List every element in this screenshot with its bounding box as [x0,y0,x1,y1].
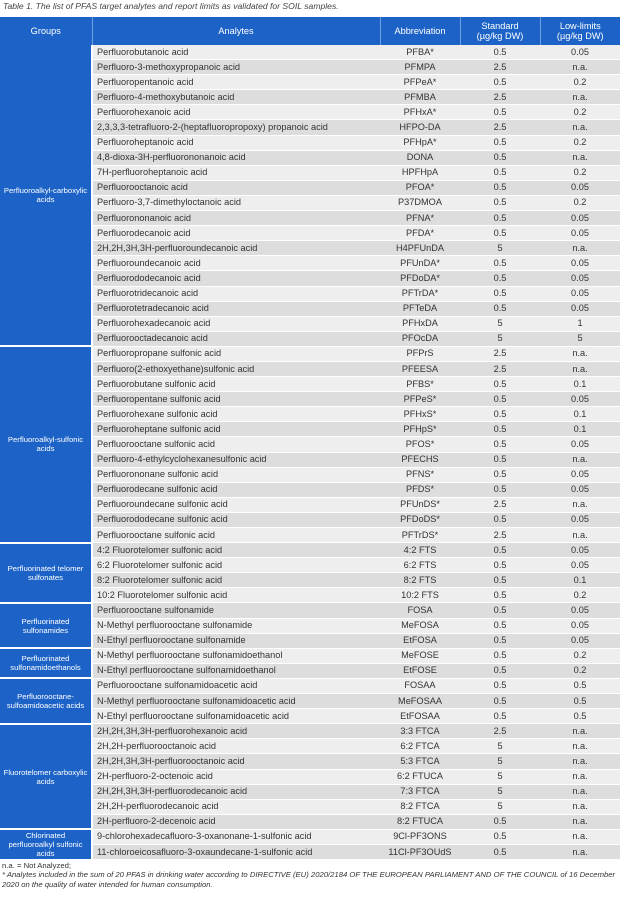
analyte-cell: Perfluorododecanoic acid [92,271,380,286]
standard-limit-cell: 0.5 [460,543,540,558]
table-row [0,814,620,829]
analyte-cell: Perfluorohexadecanoic acid [92,316,380,331]
table-row [0,211,620,226]
table-row [0,829,620,844]
analyte-cell: 4:2 Fluorotelomer sulfonic acid [92,543,380,558]
table-row [0,452,620,467]
analyte-cell: Perfluorobutane sulfonic acid [92,377,380,392]
table-row [0,180,620,195]
low-limit-cell: 0.05 [540,286,620,301]
low-limit-cell: 0.2 [540,648,620,663]
standard-limit-cell: 0.5 [460,452,540,467]
analyte-cell: N-Ethyl perfluorooctane sulfonamidoethanol [92,663,380,678]
standard-limit-cell: 0.5 [460,226,540,241]
low-limit-cell: 0.05 [540,558,620,573]
low-limit-cell: 0.05 [540,271,620,286]
low-limit-cell: 0.2 [540,588,620,603]
standard-limit-cell: 0.5 [460,482,540,497]
standard-limit-cell: 0.5 [460,663,540,678]
table-row [0,663,620,678]
standard-limit-cell: 2.5 [460,724,540,739]
analyte-cell: Perfluoro-4-ethylcyclohexanesulfonic acid [92,452,380,467]
table-row [0,724,620,739]
header-abbreviation: Abbreviation [380,17,460,45]
low-limit-cell: 0.05 [540,256,620,271]
table-row [0,784,620,799]
abbreviation-cell: PFPeA* [380,75,460,90]
low-limit-cell: 0.05 [540,437,620,452]
abbreviation-cell: PFDA* [380,226,460,241]
low-limit-cell: 0.5 [540,694,620,709]
standard-limit-cell: 0.5 [460,829,540,844]
abbreviation-cell: PFHpA* [380,135,460,150]
low-limit-cell: n.a. [540,528,620,543]
table-row [0,165,620,180]
analyte-cell: 10:2 Fluorotelomer sulfonic acid [92,588,380,603]
analyte-cell: 2H-perfluoro-2-octenoic acid [92,769,380,784]
table-row [0,497,620,512]
table-row [0,120,620,135]
analyte-cell: 4,8-dioxa-3H-perfluorononanoic acid [92,150,380,165]
table-row [0,543,620,558]
low-limit-cell: 0.1 [540,573,620,588]
low-limit-cell: 0.05 [540,482,620,497]
analyte-cell: Perfluoro-3-methoxypropanoic acid [92,60,380,75]
table-row [0,377,620,392]
low-limit-cell: n.a. [540,814,620,829]
low-limit-cell: n.a. [540,497,620,512]
standard-limit-cell: 2.5 [460,90,540,105]
abbreviation-cell: PFUnDA* [380,256,460,271]
analyte-cell: Perfluorohexane sulfonic acid [92,407,380,422]
abbreviation-cell: PFTrDS* [380,528,460,543]
analyte-cell: Perfluoroundecanoic acid [92,256,380,271]
table-row [0,694,620,709]
low-limit-cell: 0.5 [540,678,620,693]
table-row [0,437,620,452]
table-row [0,226,620,241]
abbreviation-cell: PFOA* [380,180,460,195]
abbreviation-cell: PFOS* [380,437,460,452]
analyte-cell: 2H-perfluoro-2-decenoic acid [92,814,380,829]
analyte-cell: Perfluoroundecane sulfonic acid [92,497,380,512]
abbreviation-cell: PFHxS* [380,407,460,422]
analyte-cell: Perfluorononane sulfonic acid [92,467,380,482]
table-row [0,271,620,286]
table-row [0,241,620,256]
table-row [0,60,620,75]
table-row [0,105,620,120]
group-label: Perfluorooctane-sulfoamidoacetic acids [0,678,92,723]
table-row [0,316,620,331]
standard-limit-cell: 5 [460,799,540,814]
standard-limit-cell: 5 [460,739,540,754]
analyte-cell: N-Ethyl perfluorooctane sulfonamide [92,633,380,648]
low-limit-cell: 0.05 [540,301,620,316]
low-limit-cell: 0.05 [540,603,620,618]
standard-limit-cell: 0.5 [460,165,540,180]
standard-limit-cell: 0.5 [460,195,540,210]
standard-limit-cell: 0.5 [460,377,540,392]
standard-limit-cell: 0.5 [460,814,540,829]
abbreviation-cell: FOSAA [380,678,460,693]
abbreviation-cell: 8:2 FTCA [380,799,460,814]
analyte-cell: Perfluorobutanoic acid [92,45,380,60]
abbreviation-cell: PFDoDS* [380,512,460,527]
header-standard [460,17,540,45]
abbreviation-cell: HPFHpA [380,165,460,180]
low-limit-cell: 5 [540,331,620,346]
analyte-cell: Perfluorodecanoic acid [92,226,380,241]
abbreviation-cell: PFTrDA* [380,286,460,301]
table-notes [2,861,618,889]
table-row [0,603,620,618]
low-limit-cell: 0.2 [540,75,620,90]
standard-limit-cell: 2.5 [460,60,540,75]
standard-limit-cell: 2.5 [460,528,540,543]
abbreviation-cell: MeFOSAA [380,694,460,709]
low-limit-cell: 0.1 [540,422,620,437]
abbreviation-cell: 6:2 FTUCA [380,769,460,784]
standard-limit-cell: 0.5 [460,678,540,693]
abbreviation-cell: PFDS* [380,482,460,497]
abbreviation-cell: PFPrS [380,346,460,361]
analyte-cell: Perfluorohexanoic acid [92,105,380,120]
analyte-cell: N-Methyl perfluorooctane sulfonamidoacetic acid [92,694,380,709]
standard-limit-cell: 0.5 [460,45,540,60]
low-limit-cell: n.a. [540,769,620,784]
low-limit-cell: n.a. [540,799,620,814]
group-label: Perfluorinated sulfonamidoethanols [0,648,92,678]
standard-limit-cell: 0.5 [460,694,540,709]
analyte-cell: 2H,2H,3H,3H-perfluoroundecanoic acid [92,241,380,256]
low-limit-cell: n.a. [540,150,620,165]
abbreviation-cell: DONA [380,150,460,165]
standard-limit-cell: 0.5 [460,211,540,226]
abbreviation-cell: EtFOSE [380,663,460,678]
standard-limit-cell: 0.5 [460,618,540,633]
standard-limit-cell: 0.5 [460,648,540,663]
low-limit-cell: 0.05 [540,512,620,527]
abbreviation-cell: PFUnDS* [380,497,460,512]
table-row [0,150,620,165]
header-low-limits [540,17,620,45]
abbreviation-cell: 7:3 FTCA [380,784,460,799]
low-limit-cell: n.a. [540,120,620,135]
table-row [0,709,620,724]
low-limit-cell: 0.05 [540,467,620,482]
analyte-cell: Perfluoropropane sulfonic acid [92,346,380,361]
table-row [0,482,620,497]
low-limit-cell: n.a. [540,739,620,754]
analyte-cell: Perfluoroheptane sulfonic acid [92,422,380,437]
note-asterisk: * Analytes included in the sum of 20 PFAS in drinking water according to DIRECTIVE (EU) 2020/2184 OF THE EUROPEAN PARLIAMENT AND OF THE COUNCIL of 16 December 2020 on the quality of water intended for human consumption. [2,870,616,889]
standard-limit-cell: 0.5 [460,256,540,271]
analyte-cell: Perfluoropentanoic acid [92,75,380,90]
table-row [0,422,620,437]
low-limit-cell: 0.05 [540,45,620,60]
standard-limit-cell: 0.5 [460,558,540,573]
standard-limit-cell: 0.5 [460,180,540,195]
low-limit-cell: 0.2 [540,135,620,150]
abbreviation-cell: HFPO-DA [380,120,460,135]
analyte-cell: N-Methyl perfluorooctane sulfonamidoethanol [92,648,380,663]
table-row [0,361,620,376]
abbreviation-cell: PFDoDA* [380,271,460,286]
abbreviation-cell: EtFOSA [380,633,460,648]
header-low-line2: (µg/kg DW) [556,31,604,41]
table-row [0,75,620,90]
abbreviation-cell: PFTeDA [380,301,460,316]
low-limit-cell: 0.05 [540,543,620,558]
abbreviation-cell: PFBA* [380,45,460,60]
header-standard-line1: Standard [481,21,519,31]
abbreviation-cell: PFHxDA [380,316,460,331]
table-row [0,346,620,361]
abbreviation-cell: FOSA [380,603,460,618]
low-limit-cell: 0.05 [540,211,620,226]
table-row [0,633,620,648]
low-limit-cell: 0.1 [540,377,620,392]
table-row [0,739,620,754]
analyte-cell: 9-chlorohexadecafluoro-3-oxanonane-1-sulfonic acid [92,829,380,844]
analyte-cell: Perfluorononanoic acid [92,211,380,226]
standard-limit-cell: 0.5 [460,75,540,90]
abbreviation-cell: P37DMOA [380,195,460,210]
abbreviation-cell: PFECHS [380,452,460,467]
analyte-cell: Perfluorooctanoic acid [92,180,380,195]
abbreviation-cell: H4PFUnDA [380,241,460,256]
analyte-cell: 6:2 Fluorotelomer sulfonic acid [92,558,380,573]
group-label: Perfluoroalkyl-carboxylic acids [0,45,92,346]
table-header-row [0,17,620,45]
abbreviation-cell: 6:2 FTS [380,558,460,573]
group-label: Perfluoroalkyl-sulfonic acids [0,346,92,542]
low-limit-cell: n.a. [540,724,620,739]
low-limit-cell: 0.2 [540,165,620,180]
analyte-cell: Perfluorooctane sulfonamide [92,603,380,618]
analyte-cell: 2H,2H,3H,3H-perfluorooctanoic acid [92,754,380,769]
abbreviation-cell: 8:2 FTUCA [380,814,460,829]
table-row [0,558,620,573]
abbreviation-cell: EtFOSAA [380,709,460,724]
low-limit-cell: n.a. [540,844,620,859]
table-row [0,799,620,814]
abbreviation-cell: 9Cl-PF3ONS [380,829,460,844]
analyte-cell: Perfluorododecane sulfonic acid [92,512,380,527]
table-row [0,135,620,150]
low-limit-cell: n.a. [540,452,620,467]
standard-limit-cell: 2.5 [460,120,540,135]
standard-limit-cell: 5 [460,784,540,799]
standard-limit-cell: 2.5 [460,361,540,376]
analyte-cell: Perfluoropentane sulfonic acid [92,392,380,407]
table-row [0,407,620,422]
group-label: Perfluorinated telomer sulfonates [0,543,92,603]
table-row [0,588,620,603]
table-row [0,844,620,859]
abbreviation-cell: 10:2 FTS [380,588,460,603]
low-limit-cell: 0.1 [540,407,620,422]
standard-limit-cell: 0.5 [460,422,540,437]
table-row [0,528,620,543]
standard-limit-cell: 0.5 [460,588,540,603]
analyte-cell: 2,3,3,3-tetrafluoro-2-(heptafluoropropoxy) propanoic acid [92,120,380,135]
abbreviation-cell: 11Cl-PF3OUdS [380,844,460,859]
table-row [0,301,620,316]
table-row [0,467,620,482]
abbreviation-cell: 5:3 FTCA [380,754,460,769]
abbreviation-cell: PFHpS* [380,422,460,437]
standard-limit-cell: 5 [460,316,540,331]
table-row [0,256,620,271]
abbreviation-cell: PFNA* [380,211,460,226]
table-row [0,392,620,407]
low-limit-cell: 0.05 [540,633,620,648]
table-row [0,678,620,693]
standard-limit-cell: 0.5 [460,844,540,859]
low-limit-cell: 1 [540,316,620,331]
standard-limit-cell: 0.5 [460,467,540,482]
group-label: Fluorotelomer carboxylic acids [0,724,92,830]
table-row [0,90,620,105]
abbreviation-cell: PFMBA [380,90,460,105]
standard-limit-cell: 0.5 [460,573,540,588]
analyte-cell: 8:2 Fluorotelomer sulfonic acid [92,573,380,588]
abbreviation-cell: 6:2 FTCA [380,739,460,754]
standard-limit-cell: 0.5 [460,407,540,422]
abbreviation-cell: PFMPA [380,60,460,75]
table-row [0,512,620,527]
abbreviation-cell: PFEESA [380,361,460,376]
table-body [0,45,620,860]
low-limit-cell: 0.2 [540,663,620,678]
low-limit-cell: 0.05 [540,392,620,407]
analyte-cell: 2H,2H,3H,3H-perfluorohexanoic acid [92,724,380,739]
analyte-cell: Perfluoroheptanoic acid [92,135,380,150]
table-row [0,573,620,588]
low-limit-cell: n.a. [540,361,620,376]
analyte-cell: 2H,2H,3H,3H-perfluorodecanoic acid [92,784,380,799]
header-analytes: Analytes [92,17,380,45]
abbreviation-cell: 8:2 FTS [380,573,460,588]
abbreviation-cell: PFHxA* [380,105,460,120]
analyte-cell: 2H,2H-perfluorodecanoic acid [92,799,380,814]
analyte-cell: Perfluorooctane sulfonic acid [92,528,380,543]
abbreviation-cell: MeFOSA [380,618,460,633]
low-limit-cell: 0.05 [540,226,620,241]
analyte-cell: 11-chloroeicosafluoro-3-oxaundecane-1-sulfonic acid [92,844,380,859]
pfas-table [0,17,620,861]
analyte-cell: 7H-perfluoroheptanoic acid [92,165,380,180]
analyte-cell: Perfluoro-3,7-dimethyloctanoic acid [92,195,380,210]
analyte-cell: Perfluorooctane sulfonic acid [92,437,380,452]
group-label: Chlorinated perfluoroalkyl sulfonic acids [0,829,92,859]
analyte-cell: Perfluorotetradecanoic acid [92,301,380,316]
standard-limit-cell: 5 [460,754,540,769]
low-limit-cell: 0.05 [540,180,620,195]
analyte-cell: Perfluorooctadecanoic acid [92,331,380,346]
standard-limit-cell: 0.5 [460,105,540,120]
table-caption: Table 1. The list of PFAS target analytes and report limits as validated for SOIL samples. [3,1,339,11]
low-limit-cell: n.a. [540,241,620,256]
standard-limit-cell: 0.5 [460,150,540,165]
analyte-cell: Perfluorotridecanoic acid [92,286,380,301]
low-limit-cell: 0.2 [540,195,620,210]
low-limit-cell: n.a. [540,90,620,105]
note-na: n.a. = Not Analyzed; [2,861,72,870]
standard-limit-cell: 0.5 [460,286,540,301]
analyte-cell: N-Ethyl perfluorooctane sulfonamidoacetic acid [92,709,380,724]
analyte-cell: Perfluorodecane sulfonic acid [92,482,380,497]
low-limit-cell: n.a. [540,60,620,75]
abbreviation-cell: 4:2 FTS [380,543,460,558]
table-row [0,286,620,301]
table-row [0,618,620,633]
low-limit-cell: n.a. [540,346,620,361]
standard-limit-cell: 0.5 [460,633,540,648]
analyte-cell: 2H,2H-perfluorooctanoic acid [92,739,380,754]
standard-limit-cell: 0.5 [460,392,540,407]
standard-limit-cell: 0.5 [460,301,540,316]
standard-limit-cell: 0.5 [460,135,540,150]
abbreviation-cell: PFPeS* [380,392,460,407]
standard-limit-cell: 2.5 [460,497,540,512]
abbreviation-cell: MeFOSE [380,648,460,663]
analyte-cell: Perfluoro-4-methoxybutanoic acid [92,90,380,105]
standard-limit-cell: 5 [460,769,540,784]
standard-limit-cell: 0.5 [460,709,540,724]
analyte-cell: Perfluoro(2-ethoxyethane)sulfonic acid [92,361,380,376]
standard-limit-cell: 0.5 [460,437,540,452]
low-limit-cell: 0.2 [540,105,620,120]
low-limit-cell: n.a. [540,754,620,769]
header-low-line1: Low-limits [559,21,601,31]
abbreviation-cell: PFNS* [380,467,460,482]
standard-limit-cell: 5 [460,331,540,346]
header-groups: Groups [0,17,92,45]
analyte-cell: N-Methyl perfluorooctane sulfonamide [92,618,380,633]
table-row [0,769,620,784]
standard-limit-cell: 0.5 [460,271,540,286]
abbreviation-cell: 3:3 FTCA [380,724,460,739]
table-row [0,45,620,60]
low-limit-cell: 0.05 [540,618,620,633]
low-limit-cell: 0.5 [540,709,620,724]
table-row [0,648,620,663]
group-label: Perfluorinated sulfonamides [0,603,92,648]
table-row [0,754,620,769]
standard-limit-cell: 0.5 [460,512,540,527]
abbreviation-cell: PFBS* [380,377,460,392]
table-row [0,331,620,346]
low-limit-cell: n.a. [540,784,620,799]
standard-limit-cell: 5 [460,241,540,256]
standard-limit-cell: 0.5 [460,603,540,618]
low-limit-cell: n.a. [540,829,620,844]
header-standard-line2: (µg/kg DW) [476,31,524,41]
abbreviation-cell: PFOcDA [380,331,460,346]
table-row [0,195,620,210]
analyte-cell: Perfluorooctane sulfonamidoacetic acid [92,678,380,693]
standard-limit-cell: 2.5 [460,346,540,361]
